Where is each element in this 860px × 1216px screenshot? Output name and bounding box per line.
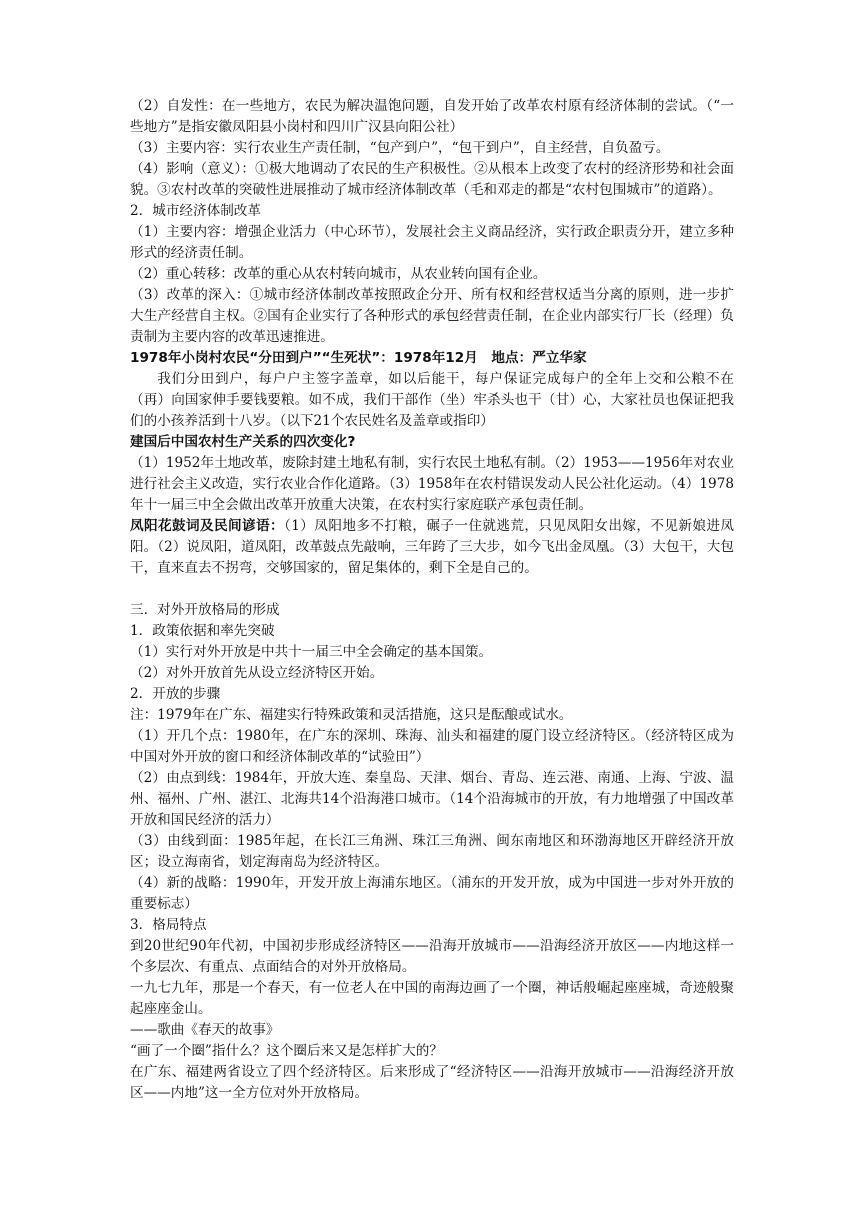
paragraph-pattern-summary: 到20世纪90年代初，中国初步形成经济特区——沿海开放城市——沿海经济开放区——内地这样一个多层次、有重点、点面结合的对外开放格局。 [130,938,734,975]
paragraph-spontaneity: （2）自发性：在一些地方，农民为解决温饱问题，自发开始了改革农村原有经济体制的尝试。（“一些地方”是指安徽凤阳县小岗村和四川广汉县向阳公社） [130,98,734,135]
paragraph-special-zones-start: （2）对外开放首先从设立经济特区开始。 [130,665,384,681]
heading-opening-pattern: 三．对外开放格局的形成 [130,602,280,618]
paragraph-four-changes: （1）1952年土地改革，废除封建土地私有制，实行农民土地私有制。（2）1953——1956年对农业进行社会主义改造，实行农业合作化道路。（3）1958年在农村错误发动人民公社化运动。（4）1978年十一届三中全会做出改革开放重大决策，在农村实行家庭联产承包责任制。 [130,455,734,513]
paragraph-fengyang-songs [130,516,734,579]
paragraph-step-lines: （2）由点到线：1984年，开放大连、秦皇岛、天津、烟台、青岛、连云港、南通、上海、宁波、温州、福州、广州、湛江、北海共14个沿海港口城市。（14个沿海城市的开放，有力地增强了中国改革开放和国民经济的活力） [130,770,734,828]
fengyang-label: 凤阳花鼓词及民间谚语： [130,518,285,534]
paragraph-step-points: （1）开几个点：1980年，在广东的深圳、珠海、汕头和福建的厦门设立经济特区。（经济特区成为中国对外开放的窗口和经济体制改革的“试验田”） [130,728,734,765]
paragraph-note: 注：1979年在广东、福建实行特殊政策和灵活措施，这只是酝酿或试水。 [130,707,573,723]
heading-opening-steps: 2．开放的步骤 [130,686,221,702]
paragraph-new-strategy: （4）新的战略：1990年，开发开放上海浦东地区。（浦东的开发开放，成为中国进一步对外开放的重要标志） [130,875,734,912]
fengyang-text: （1）凤阳地多不打粮，碾子一住就逃荒，只见凤阳女出嫁，不见新娘进凤阳。（2）说凤阳，道凤阳，改革鼓点先敲响，三年跨了三大步，如今飞出金凤凰。（3）大包干，大包干，直来直去不拐弯，交够国家的，留足集体的，剩下全是自己的。 [130,518,734,576]
paragraph-focus-shift: （2）重心转移：改革的重心从农村转向城市，从农业转向国有企业。 [130,266,547,282]
paragraph-basic-policy: （1）实行对外开放是中共十一届三中全会确定的基本国策。 [130,644,493,660]
paragraph-influence: （4）影响（意义）：①极大地调动了农民的生产积极性。②从根本上改变了农村的经济形势和社会面貌。③农村改革的突破性进展推动了城市经济体制改革（毛和邓走的都是“农村包围城市”的道路）。 [130,161,734,198]
heading-xiaogang-pledge: 1978年小岗村农民“分田到户”“生死状”：1978年12月 地点：严立华家 [130,350,587,366]
paragraph-question: “画了一个圈”指什么？这个圈后来又是怎样扩大的？ [130,1043,443,1059]
heading-pattern-features: 3．格局特点 [130,917,207,933]
blank-line [130,579,734,600]
heading-urban-reform: 2．城市经济体制改革 [130,203,261,219]
document-page [130,96,734,1104]
heading-four-changes: 建国后中国农村生产关系的四次变化? [130,434,356,450]
paragraph-reform-deepening: （3）改革的深入：①城市经济体制改革按照政企分开、所有权和经营权适当分离的原则，进一步扩大生产经营自主权。②国有企业实行了各种形式的承包经营责任制，在企业内部实行厂长（经理）负责制为主要内容的改革迅速推进。 [130,287,734,345]
paragraph-answer: 在广东、福建两省设立了四个经济特区。后来形成了“经济特区——沿海开放城市——沿海经济开放区——内地”这一全方位对外开放格局。 [130,1064,734,1101]
heading-policy-basis: 1．政策依据和率先突破 [130,623,275,639]
paragraph-urban-content: （1）主要内容：增强企业活力（中心环节），发展社会主义商品经济，实行政企职责分开，建立多种形式的经济责任制。 [130,224,734,261]
paragraph-step-areas: （3）由线到面：1985年起，在长江三角洲、珠江三角洲、闽东南地区和环渤海地区开辟经济开放区；设立海南省，划定海南岛为经济特区。 [130,833,734,870]
paragraph-main-content: （3）主要内容：实行农业生产责任制，“包产到户”，“包干到户”，自主经营，自负盈亏。 [130,140,670,156]
paragraph-song-lyrics: 一九七九年，那是一个春天，有一位老人在中国的南海边画了一个圈，神话般崛起座座城，奇迹般聚起座座金山。 [130,980,734,1017]
song-attribution: ——歌曲《春天的故事》 [130,1022,280,1038]
paragraph-pledge-text: 我们分田到户，每户户主签字盖章，如以后能干，每户保证完成每户的全年上交和公粮不在（再）向国家伸手要钱要粮。如不成，我们干部作（坐）牢杀头也干（甘）心，大家社员也保证把我们的小孩养活到十八岁。（以下21个农民姓名及盖章或指印） [130,371,734,429]
